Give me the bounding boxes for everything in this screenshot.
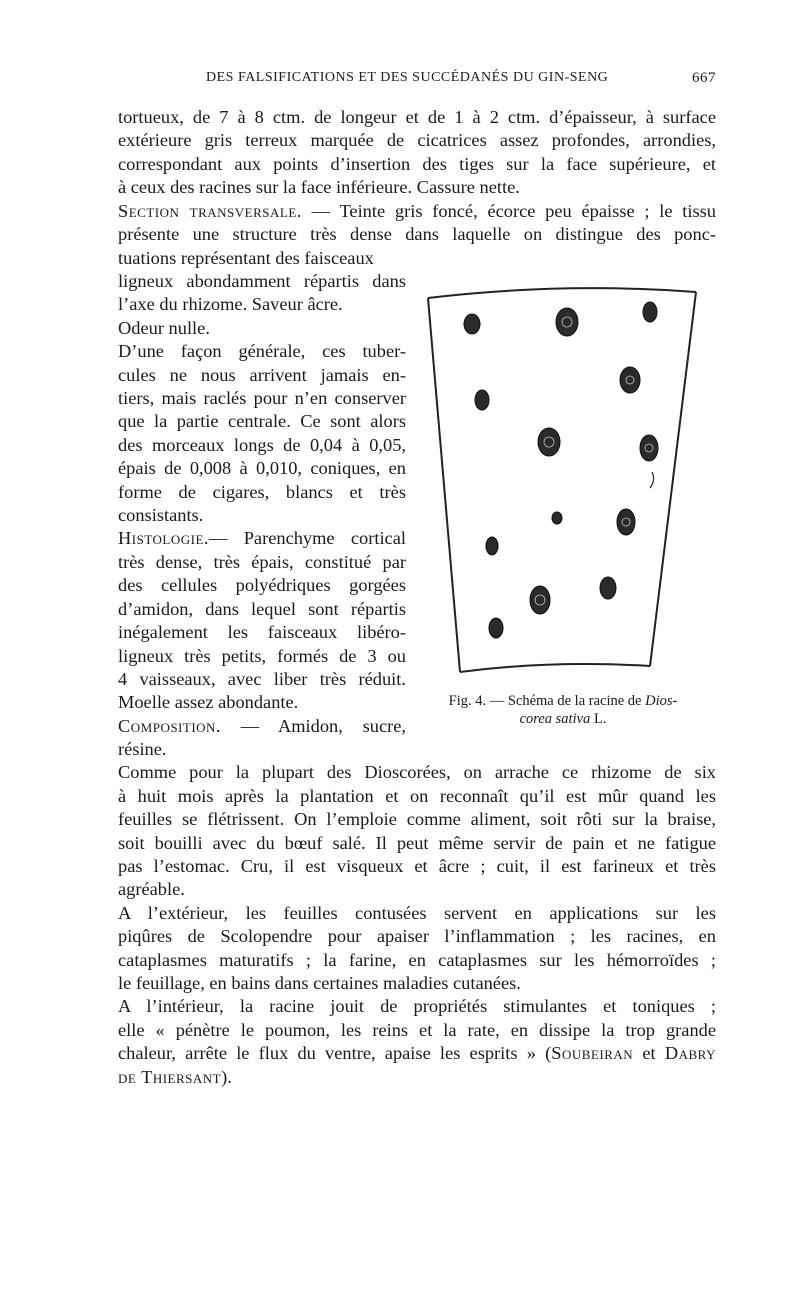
text-line: agréable. [118, 879, 185, 900]
bundle-texture [535, 317, 653, 605]
text-line: feuilles se flétrissent. On l’emploie comme aliment, soit rôti sur la braise, [118, 809, 716, 830]
text-line: Comme pour la plupart des Dioscorées, on arrache ce rhizome de six [118, 762, 716, 783]
outline-left [428, 298, 460, 672]
bundle-dot [600, 577, 616, 599]
author-name: Dabry [664, 1043, 717, 1064]
text-line: ligneux abondamment répartis dans [118, 271, 406, 291]
section-heading: Section transversale. [118, 201, 302, 221]
histologie-heading: Histologie. [118, 528, 210, 549]
text-line: piqûres de Scolopendre pour apaiser l’inflammation ; les racines, en [118, 926, 716, 947]
section-transversale-paragraph [118, 200, 716, 270]
running-head [118, 70, 716, 94]
text-line: forme de cigares, blancs et très [118, 481, 406, 502]
text-line: correspondant aux points d’insertion des tiges sur la face supérieure, et [118, 153, 716, 174]
text-line: cataplasmes maturatifs ; la farine, en cataplasmes sur les hémorroïdes ; [118, 949, 716, 970]
text-line: Moelle assez abondante. [118, 692, 299, 713]
bundle-dot [640, 435, 658, 461]
text-line: inégalement les faisceaux libéro- [118, 622, 406, 643]
text-line: soit bouilli avec du bœuf salé. Il peut même servir de pain et ne fatigue [118, 832, 716, 853]
text-line: à huit mois après la plantation et on reconnaît qu’il est mûr quand les [118, 785, 716, 806]
vascular-bundles [464, 302, 658, 638]
outline-right [650, 292, 696, 666]
small-bracket-mark [650, 472, 654, 488]
text-line: extérieure gris terreux marquée de cicatrices assez profondes, arrondies, [118, 130, 716, 151]
bottom-text [118, 738, 716, 1089]
figure-root-schema [412, 282, 712, 692]
outline-top [428, 288, 696, 298]
text-line: tortueux, de 7 à 8 ctm. de longeur et de 1 à 2 ctm. d’épaisseur, à surface [118, 107, 716, 127]
text-line: tuations représentant des faisceaux [118, 247, 374, 268]
bundle-dot [556, 308, 578, 336]
author-name: de Thiersant [118, 1066, 222, 1087]
top-paragraph [118, 106, 716, 200]
text-line: A l’extérieur, les feuilles contusées servent en applications sur les [118, 902, 716, 923]
bundle-dot [530, 586, 550, 614]
bundle-dot [486, 537, 498, 555]
root-section-drawing [412, 282, 712, 692]
text-line: consistants. [118, 505, 204, 526]
text-line: chaleur, arrête le flux du ventre, apaise les esprits » (Soubeiran et Dabry [118, 1043, 717, 1064]
text-line: de Thiersant). [118, 1066, 232, 1087]
bundle-dot [552, 512, 562, 524]
text-line: d’amidon, dans lequel sont répartis [118, 598, 406, 619]
text-line: l’axe du rhizome. Saveur âcre. [118, 294, 343, 315]
text-line: tiers, mais raclés pour n’en conserver [118, 388, 406, 409]
text-line: très dense, très épais, constitué par [118, 551, 406, 572]
text-line: des morceaux longs de 0,04 à 0,05, [118, 434, 406, 455]
bundle-dot [617, 509, 635, 535]
text-line: Section transversale. — Teinte gris foncé, écorce peu épaisse ; le tissu [118, 201, 716, 221]
text-line: Composition. — Amidon, sucre, [118, 715, 406, 736]
text-line: ligneux très petits, formés de 3 ou [118, 645, 406, 666]
text-line: Histologie.— Parenchyme cortical [118, 528, 406, 549]
running-head-title: DES FALSIFICATIONS ET DES SUCCÉDANÉS DU GIN-SENG [206, 70, 609, 85]
narrow-column-text [118, 270, 406, 738]
text-line: présente une structure très dense dans laquelle on distingue des ponc- [118, 224, 716, 245]
bundle-dot [538, 428, 560, 456]
text-line: D’une façon générale, ces tuber- [118, 341, 406, 362]
outline-bottom [460, 664, 650, 672]
text-line: 4 vaisseaux, avec liber très réduit. [118, 668, 406, 689]
text-line: elle « pénètre le poumon, les reins et la rate, en dissipe la trop grande [118, 1019, 716, 1040]
text-line: A l’intérieur, la racine jouit de propriétés stimulantes et toniques ; [118, 996, 716, 1017]
author-name: Soubeiran [551, 1043, 634, 1064]
figure-caption: Fig. 4. — Schéma de la racine de Dios- corea sativa L. [448, 693, 678, 727]
text-line: le feuillage, en bains dans certaines maladies cutanées. [118, 973, 521, 994]
text-line: des cellules polyédriques gorgées [118, 575, 406, 596]
text-line: résine. [118, 739, 167, 759]
text-line: épais de 0,008 à 0,010, coniques, en [118, 458, 406, 479]
text-line: que la partie centrale. Ce sont alors [118, 411, 406, 432]
text-line: à ceux des racines sur la face inférieure. Cassure nette. [118, 177, 520, 198]
bundle-dot [475, 390, 489, 410]
composition-heading: Composition. [118, 715, 222, 736]
text-line: cules ne nous arrivent jamais en- [118, 364, 406, 385]
bundle-dot [489, 618, 503, 638]
bundle-dot [643, 302, 657, 322]
text-line: Odeur nulle. [118, 317, 210, 338]
bundle-dot [620, 367, 640, 393]
page-number: 667 [692, 70, 716, 86]
bundle-dot [464, 314, 480, 334]
text-line: pas l’estomac. Cru, il est visqueux et âcre ; cuit, il est farineux et très [118, 856, 716, 877]
